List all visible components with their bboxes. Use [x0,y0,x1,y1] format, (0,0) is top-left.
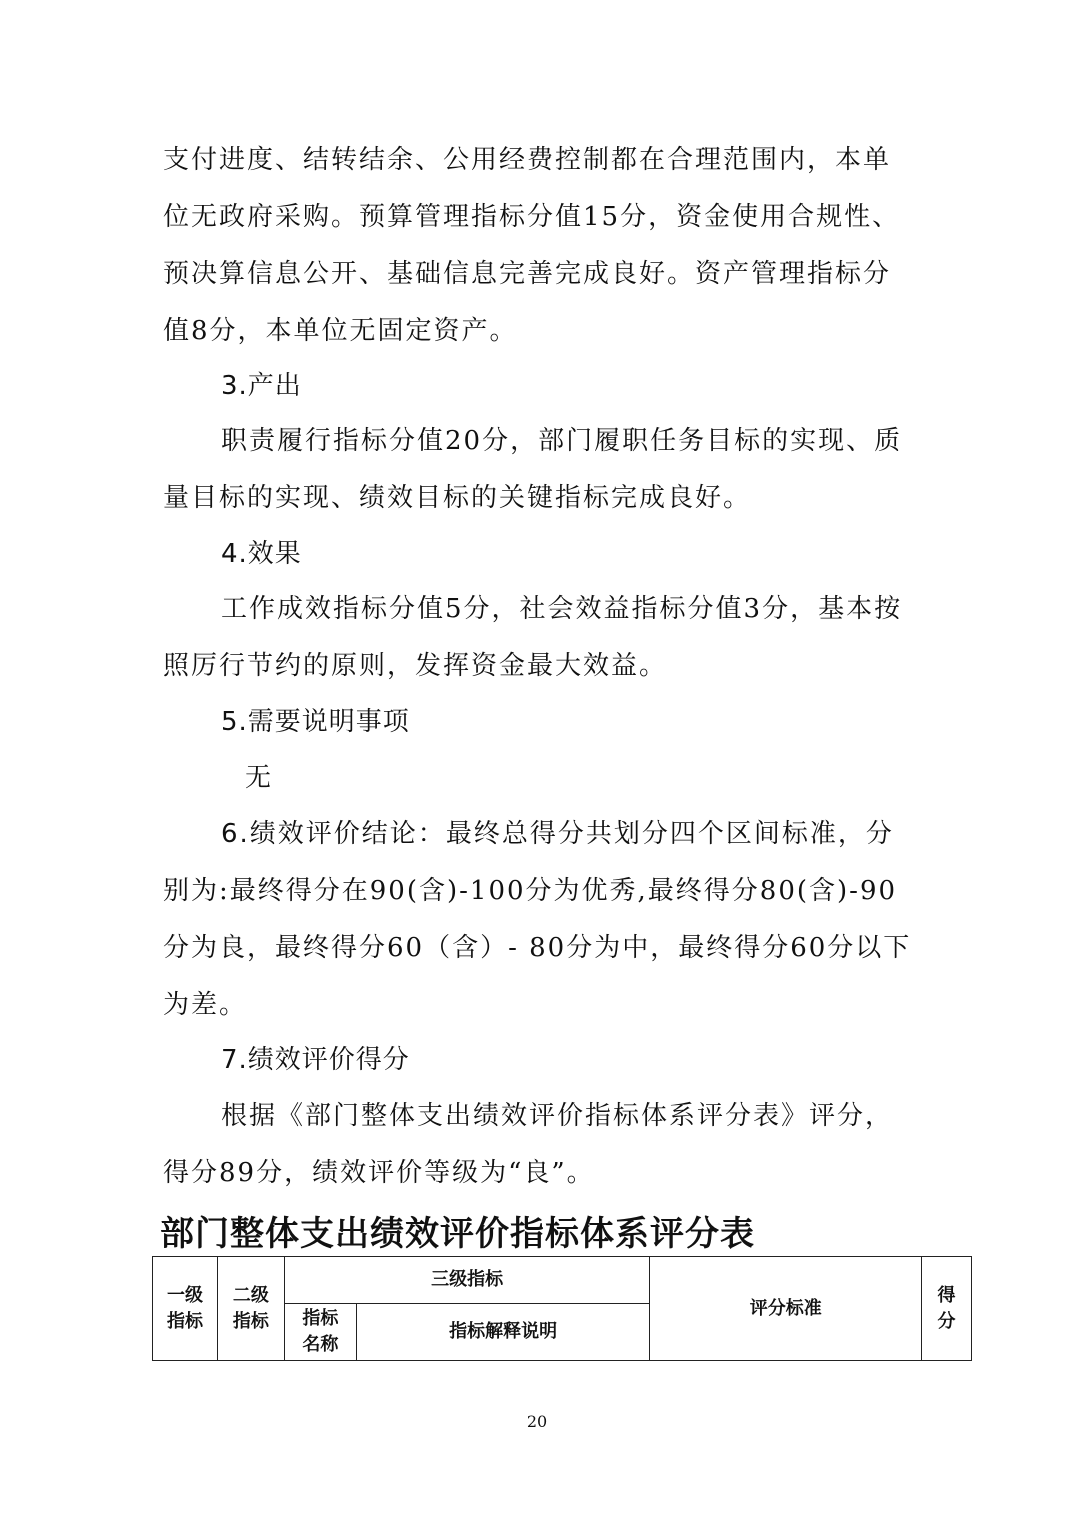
paragraph-notes: 无 [245,763,274,793]
paragraph-budget-management: 支付进度、结转结余、公用经费控制都在合理范围内，本单位无政府采购。预算管理指标分值15分，资金使用合规性、预决算信息公开、基础信息完善完成良好。资产管理指标分值8分，本单位无固定资产。 [163,145,901,346]
score-table [152,1256,972,1361]
paragraph-output: 职责履行指标分值20分，部门履职任务目标的实现、质量目标的实现、绩效目标的关键指标完成良好。 [163,426,903,513]
header-level2: 二级指标 [217,1257,284,1361]
conclusion-text: 最终总得分共划分四个区间标准，分别为:最终得分在90(含)-100分为优秀,最终得分80(含)-90分为良，最终得分60（含）- 80分为中，最终得分60分以下为差。 [163,819,912,1020]
heading-score: 7.绩效评价得分 [221,1045,410,1075]
header-level3: 三级指标 [284,1257,650,1304]
heading-conclusion: 6.绩效评价结论： [221,819,446,849]
heading-output: 3.产出 [221,371,302,401]
header-level1: 一级指标 [153,1257,218,1361]
header-score: 得分 [922,1257,972,1361]
header-criteria: 评分标准 [650,1257,922,1361]
paragraph-score: 根据《部门整体支出绩效评价指标体系评分表》评分，得分89分，绩效评价等级为“良”。 [163,1101,894,1188]
paragraph-effect: 工作成效指标分值5分，社会效益指标分值3分，基本按照厉行节约的原则，发挥资金最大效益。 [163,594,903,681]
heading-notes: 5.需要说明事项 [221,707,410,737]
table-title: 部门整体支出绩效评价指标体系评分表 [160,1214,755,1254]
paragraph-conclusion [163,806,915,1034]
heading-effect: 4.效果 [221,539,302,569]
header-level3-desc: 指标解释说明 [356,1304,650,1361]
header-level3-name: 指标名称 [284,1304,356,1361]
page-number: 20 [526,1412,548,1431]
